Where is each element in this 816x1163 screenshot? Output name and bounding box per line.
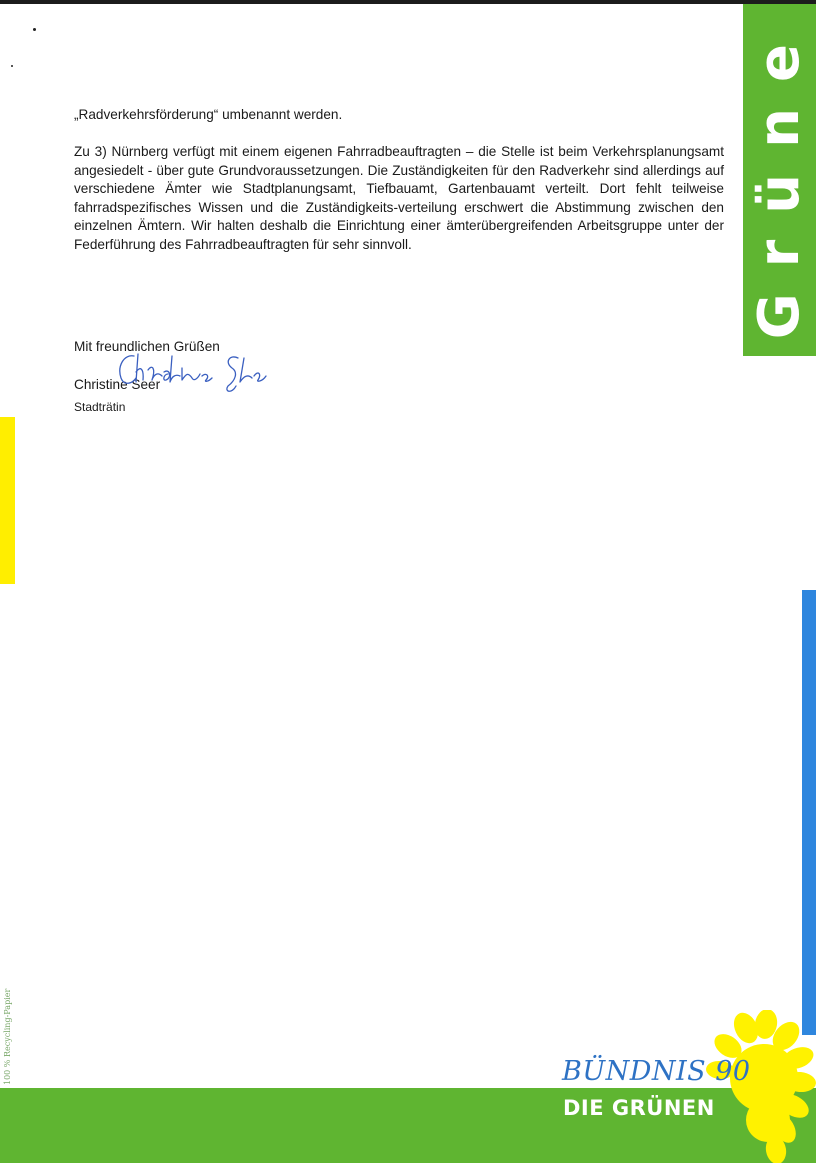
scan-speck [11,65,13,67]
logo-die-gruenen: DIE GRÜNEN [563,1096,715,1120]
recycling-note: 100 % Recycling-Papier [3,988,12,1085]
top-edge-bar [0,0,816,4]
logo-buendnis-90: BÜNDNIS 90 [562,1056,751,1087]
signer-name: Christine Seer [74,377,161,392]
blue-side-band [802,590,816,1035]
closing-salutation: Mit freundlichen Grüßen [74,339,220,354]
gruene-side-label: Grüne [747,18,812,340]
scan-speck [33,28,36,31]
signer-role: Stadträtin [74,400,126,414]
gruene-side-band [743,4,816,356]
handwritten-signature [112,348,272,400]
letter-paragraph-1: „Radverkehrsförderung“ umbenannt werden. [74,107,343,122]
yellow-side-band [0,417,15,584]
letter-paragraph-2: Zu 3) Nürnberg verfügt mit einem eigenen Fahrradbeauftragten – die Stelle ist beim Verkehrsplanungsamt angesiedelt - über gute Grundvoraussetzungen. Die Zuständigkeiten für den Radverkehr sind allerdings auf verschiedene Ämter wie Stadtplanungsamt, Tiefbauamt, Gartenbauamt verteilt. Dort fehlt teilweise fahrradspezifisches Wissen und die Zuständigkeits-verteilung erschwert die Abstimmung zwischen den einzelnen Ämtern. Wir halten deshalb die Einrichtung einer ämterübergreifenden Arbeitsgruppe unter der Federführung des Fahrradbeauftragten für sehr sinnvoll. [74,144,724,252]
